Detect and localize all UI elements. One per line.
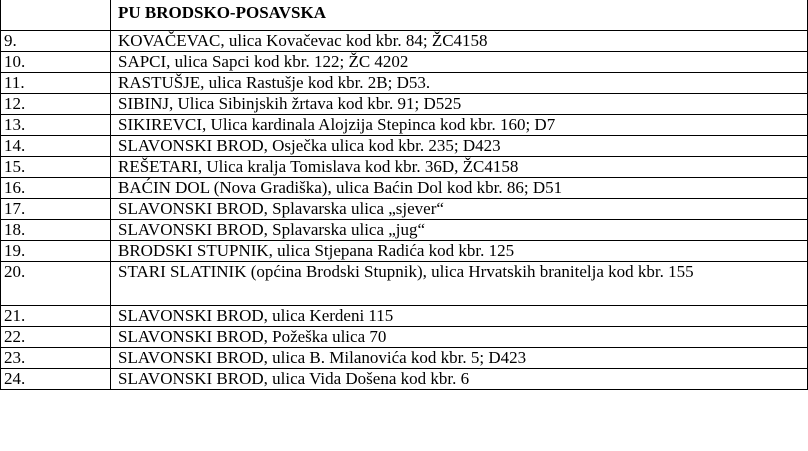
table-row bbox=[1, 31, 808, 52]
header-number-cell bbox=[1, 0, 111, 31]
row-location: SLAVONSKI BROD, ulica Kerdeni 115 bbox=[111, 306, 808, 327]
section-header-row bbox=[1, 0, 808, 31]
row-location: SLAVONSKI BROD, Splavarska ulica „jug“ bbox=[111, 220, 808, 241]
row-number: 9. bbox=[1, 31, 111, 52]
row-number: 22. bbox=[1, 327, 111, 348]
table-row bbox=[1, 73, 808, 94]
row-number: 16. bbox=[1, 178, 111, 199]
row-number: 21. bbox=[1, 306, 111, 327]
row-location: BRODSKI STUPNIK, ulica Stjepana Radića kod kbr. 125 bbox=[111, 241, 808, 262]
table-row bbox=[1, 327, 808, 348]
row-location: SIKIREVCI, Ulica kardinala Alojzija Stepinca kod kbr. 160; D7 bbox=[111, 115, 808, 136]
row-location: SLAVONSKI BROD, Osječka ulica kod kbr. 235; D423 bbox=[111, 136, 808, 157]
row-location: SAPCI, ulica Sapci kod kbr. 122; ŽC 4202 bbox=[111, 52, 808, 73]
table-row bbox=[1, 52, 808, 73]
table-row bbox=[1, 157, 808, 178]
row-number: 23. bbox=[1, 348, 111, 369]
row-number: 18. bbox=[1, 220, 111, 241]
row-location: SLAVONSKI BROD, Splavarska ulica „sjever“ bbox=[111, 199, 808, 220]
row-number: 15. bbox=[1, 157, 111, 178]
table-row bbox=[1, 199, 808, 220]
row-location: SIBINJ, Ulica Sibinjskih žrtava kod kbr. 91; D525 bbox=[111, 94, 808, 115]
table-row bbox=[1, 348, 808, 369]
row-location: RASTUŠJE, ulica Rastušje kod kbr. 2B; D53. bbox=[111, 73, 808, 94]
table-row bbox=[1, 115, 808, 136]
row-number: 12. bbox=[1, 94, 111, 115]
table-row bbox=[1, 262, 808, 306]
row-number: 11. bbox=[1, 73, 111, 94]
table-row bbox=[1, 306, 808, 327]
table-row bbox=[1, 136, 808, 157]
row-number: 24. bbox=[1, 369, 111, 390]
row-location: SLAVONSKI BROD, ulica Vida Došena kod kbr. 6 bbox=[111, 369, 808, 390]
table-row bbox=[1, 178, 808, 199]
row-number: 13. bbox=[1, 115, 111, 136]
table-row bbox=[1, 241, 808, 262]
row-number: 19. bbox=[1, 241, 111, 262]
row-location: BAĆIN DOL (Nova Gradiška), ulica Baćin Dol kod kbr. 86; D51 bbox=[111, 178, 808, 199]
row-number: 20. bbox=[1, 262, 111, 306]
table-row bbox=[1, 369, 808, 390]
section-heading: PU BRODSKO-POSAVSKA bbox=[111, 0, 808, 31]
row-number: 14. bbox=[1, 136, 111, 157]
row-location: SLAVONSKI BROD, Požeška ulica 70 bbox=[111, 327, 808, 348]
row-number: 10. bbox=[1, 52, 111, 73]
table-row bbox=[1, 220, 808, 241]
row-location: SLAVONSKI BROD, ulica B. Milanovića kod kbr. 5; D423 bbox=[111, 348, 808, 369]
row-location: STARI SLATINIK (općina Brodski Stupnik), ulica Hrvatskih branitelja kod kbr. 155 bbox=[111, 262, 808, 306]
row-number: 17. bbox=[1, 199, 111, 220]
row-location: REŠETARI, Ulica kralja Tomislava kod kbr. 36D, ŽC4158 bbox=[111, 157, 808, 178]
row-location: KOVAČEVAC, ulica Kovačevac kod kbr. 84; ŽC4158 bbox=[111, 31, 808, 52]
table-row bbox=[1, 94, 808, 115]
